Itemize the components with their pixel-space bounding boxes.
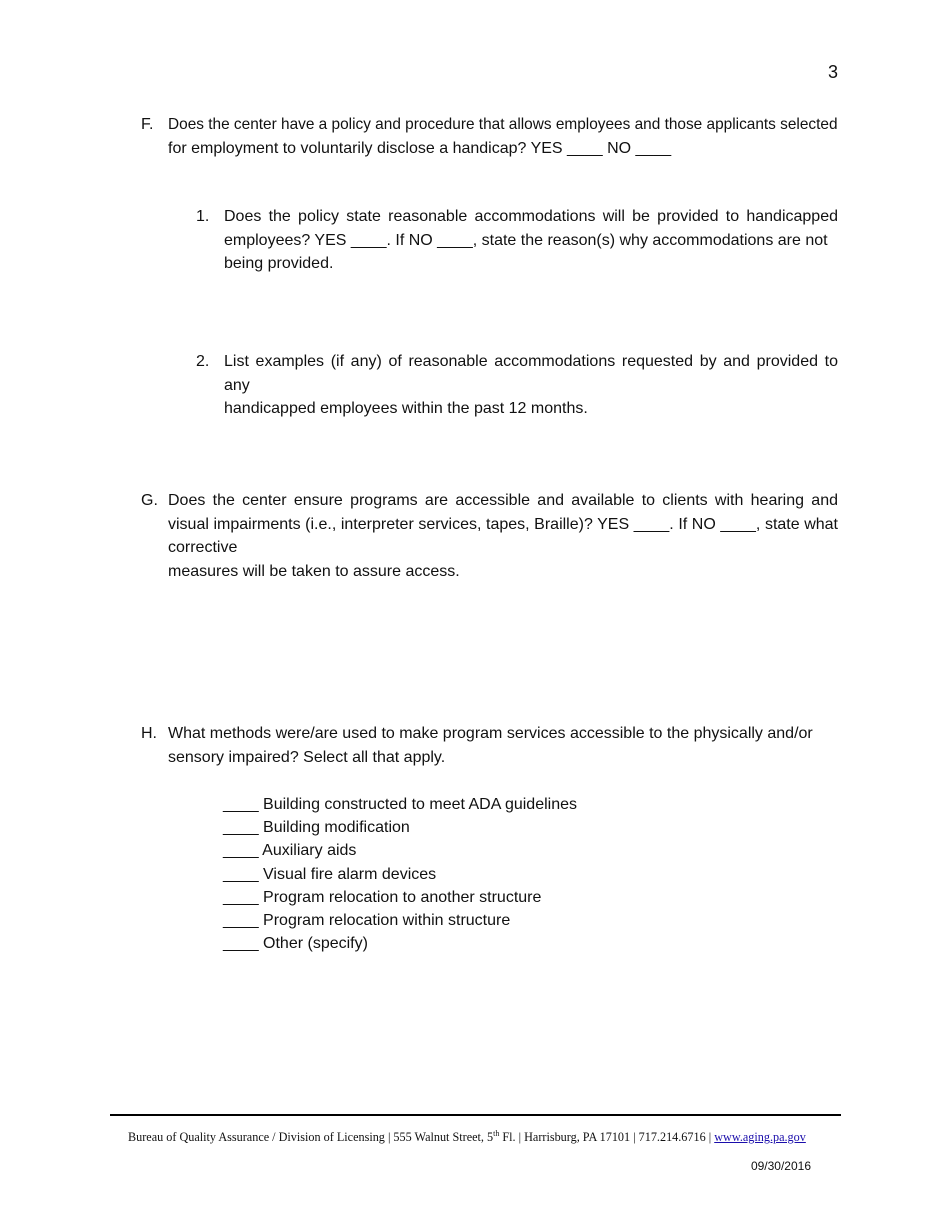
- question-f1-text: Does the policy state reasonable accommodations will be provided to handicapped employees? YES ____. If NO ____, state the reason(s) why accommodations are not: [224, 208, 838, 249]
- question-f2: [196, 350, 838, 421]
- question-f2-label: 2.: [196, 353, 210, 370]
- question-f-text-line1: Does the center have a policy and procedure that allows employees and those applicants selected: [168, 116, 838, 133]
- question-f-label: F.: [141, 116, 154, 133]
- question-f: [141, 113, 838, 160]
- question-f1-label: 1.: [196, 208, 210, 225]
- question-f2-text-last: handicapped employees within the past 12 months.: [224, 400, 588, 417]
- checklist-item-visual-fire-alarm: ____ Visual fire alarm devices: [223, 865, 437, 883]
- question-h-text: What methods were/are used to make program services accessible to the physically and/or: [168, 725, 813, 742]
- footer-address-part2: Fl. | Harrisburg, PA 17101 | 717.214.6716 |: [499, 1130, 715, 1145]
- question-f2-text: List examples (if any) of reasonable accommodations requested by and provided to any: [224, 353, 838, 394]
- question-h: [141, 722, 838, 769]
- question-h-label: H.: [141, 725, 157, 742]
- question-h-text-last: sensory impaired? Select all that apply.: [168, 748, 446, 766]
- question-f1: [196, 205, 838, 276]
- checklist-item-other: ____ Other (specify): [223, 935, 368, 953]
- footer-address-part1: Bureau of Quality Assurance / Division of Licensing | 555 Walnut Street, 5: [128, 1130, 494, 1145]
- accessibility-methods-checklist: [223, 793, 577, 955]
- question-g: [141, 489, 838, 583]
- question-g-label: G.: [141, 492, 158, 509]
- checklist-item-ada-construction: ____ Building constructed to meet ADA guidelines: [223, 796, 578, 813]
- checklist-item-relocation-within-structure: ____ Program relocation within structure: [223, 912, 511, 930]
- checklist-item-relocation-another-structure: ____ Program relocation to another structure: [223, 888, 542, 906]
- checklist-item-auxiliary-aids: ____ Auxiliary aids: [223, 842, 357, 860]
- footer-date: 09/30/2016: [750, 1159, 811, 1173]
- checklist-item-building-modification: ____ Building modification: [223, 819, 410, 837]
- question-f-text-line2: for employment to voluntarily disclose a handicap? YES ____ NO ____: [168, 139, 672, 157]
- question-f1-text-last: being provided.: [224, 255, 334, 272]
- footer-address: [128, 1129, 828, 1145]
- page-number: 3: [827, 62, 838, 82]
- footer-website-link[interactable]: www.aging.pa.gov: [714, 1130, 806, 1145]
- question-g-text-last: measures will be taken to assure access.: [168, 562, 460, 580]
- footer-divider: [110, 1114, 841, 1116]
- footer-address-superscript: th: [493, 1129, 500, 1138]
- question-g-text: Does the center ensure programs are accessible and available to clients with hearing and visual impairments (i.e., interpreter services, tapes, Braille)? YES ____. If NO ____, state what corrective: [168, 492, 838, 556]
